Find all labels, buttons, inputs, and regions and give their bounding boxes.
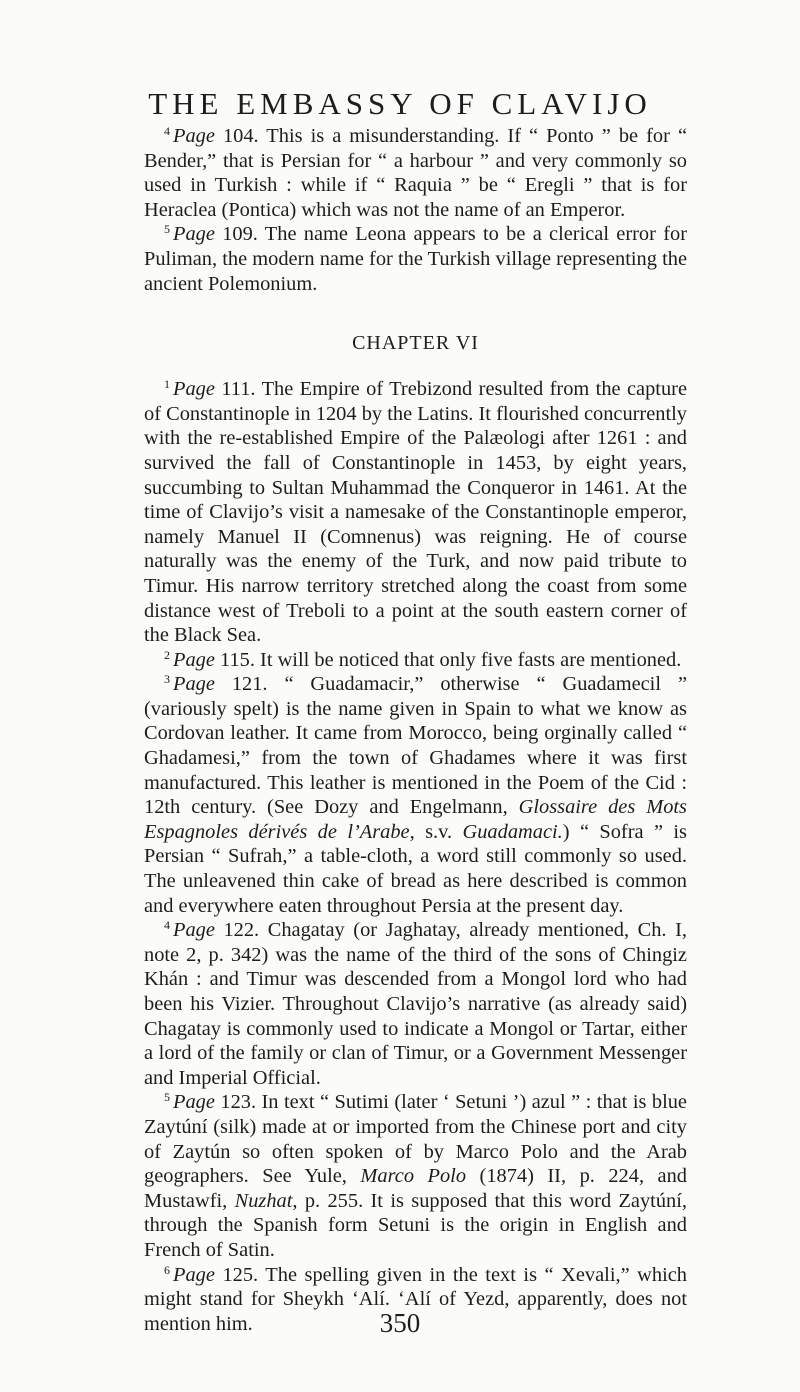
page-ref-label: Page: [173, 919, 215, 942]
note-text: It will be noticed that only five fasts are mentioned.: [260, 648, 682, 671]
note-number: 5: [164, 222, 170, 237]
page-ref-number: 115.: [214, 648, 261, 671]
page-ref-number: 122.: [214, 919, 268, 942]
note-text: This is a misunderstanding. If “ Ponto ” be for “ Bender,” that is Persian for “ a harbour ” and very commonly so used in Turkish : while if “ Raquia ” be “ Eregli ” that is for Heraclea (Pontica) which was not the name of an Emperor.: [144, 125, 687, 221]
note-text: The Empire of Trebizond resulted from the capture of Constantinople in 1204 by the Latins. It flourished concurrently with the re-established Empire of the Palæologi after 1261 : and survived the fall of Constantinople in 1453, by eight years, succumbing to Sultan Muhammad the Conqueror in 1461. At the time of Clavijo’s visit a namesake of the Constantinople emperor, namely Manuel II (Comnenus) was reigning. He of course naturally was the enemy of the Turk, and now paid tribute to Timur. His narrow territory stretched along the coast from some distance west of Treboli to a point at the south eastern corner of the Black Sea.: [144, 378, 688, 647]
page-ref-number: 104.: [214, 125, 267, 147]
page-ref-label: Page: [173, 648, 215, 671]
note-number: 4: [164, 918, 170, 933]
page-ref-label: Page: [173, 673, 215, 696]
note-number: 5: [164, 1090, 170, 1105]
book-title: Glossaire des Mots Espagnoles dérivés de l’Arabe: [144, 796, 687, 843]
book-title: Marco Polo: [360, 1165, 467, 1188]
note-4-page-122: [144, 918, 687, 1090]
note-3-page-121: [144, 672, 687, 918]
note-4-page-104: [144, 124, 687, 222]
note-number: 3: [164, 672, 170, 687]
note-number: 1: [164, 377, 170, 392]
page-ref-number: 111.: [214, 378, 262, 401]
page-ref-label: Page: [173, 378, 215, 401]
note-5-page-123: [144, 1090, 687, 1262]
note-1-page-111: [144, 377, 687, 648]
note-text: (1874) II, p. 224, and Mustawfi,: [144, 1165, 687, 1212]
note-text: ) “ Sofra ” is Persian “ Sufrah,” a table-cloth, a word still commonly so used. The unleavened thin cake of bread as here described is common and everywhere eaten throughout Persia at the present day.: [144, 820, 687, 917]
page-ref-number: 123.: [214, 1091, 262, 1114]
endnotes: [144, 124, 687, 1336]
page-ref-number: 109.: [214, 223, 265, 246]
note-text: The spelling given in the text is “ Xevali,” which might stand for Sheykh ‘Alí. ‘Alí of Yezd, apparently, does not mention him.: [144, 1263, 687, 1335]
note-5-page-109: [144, 222, 687, 296]
note-text: , p. 255. It is supposed that this word Zaytúní, through the Spanish form Setuni is the origin in English and French of Satin.: [144, 1189, 687, 1261]
note-text: “ Guadamacir,” otherwise “ Guadamecil ” (variously spelt) is the name given in Spain to what we know as Cordovan leather. It came from Morocco, being orginally called “ Ghadamesi,” from the town of Ghadames where it was first manufactured. This leather is mentioned in the Poem of the Cid : 12th century. (See Dozy and Engelmann,: [144, 673, 687, 819]
page-ref-number: 121.: [214, 673, 285, 696]
book-title: Nuzhat: [234, 1189, 293, 1212]
note-text: The name Leona appears to be a clerical error for Puliman, the modern name for the Turkish village representing the ancient Polemonium.: [144, 223, 687, 295]
page-ref-label: Page: [173, 223, 215, 246]
page-ref-label: Page: [173, 125, 215, 147]
page-ref-label: Page: [173, 1263, 215, 1286]
note-text: In text “ Sutimi (later ‘ Setuni ’) azul ” : that is blue Zaytúní (silk) made at or imported from the Chinese port and city of Zaytún so often spoken of by Marco Polo and the Arab geographers. See Yule,: [144, 1091, 687, 1188]
chapter-title: CHAPTER VI: [352, 332, 479, 355]
page-ref-number: 125.: [214, 1263, 266, 1286]
running-head: THE EMBASSY OF CLAVIJO: [148, 86, 652, 121]
note-text: Chagatay (or Jaghatay, already mentioned, Ch. I, note 2, p. 342) was the name of the third of the sons of Chingiz Khán : and Timur was descended from a Mongol lord who had been his Vizier. Throughout Clavijo’s narrative (as already said) Chagatay is commonly used to indicate a Mongol or Tartar, either a lord of the family or clan of Timur, or a Government Messenger and Imperial Official.: [144, 919, 687, 1089]
entry-reference: Guadamaci.: [462, 820, 563, 843]
page-ref-label: Page: [173, 1091, 215, 1114]
note-number: 6: [164, 1262, 170, 1277]
note-2-page-115: [144, 648, 687, 673]
note-number: 2: [164, 647, 170, 662]
note-text: , s.v.: [409, 820, 463, 843]
page-number: 350: [379, 1308, 421, 1338]
note-number: 4: [164, 124, 170, 138]
